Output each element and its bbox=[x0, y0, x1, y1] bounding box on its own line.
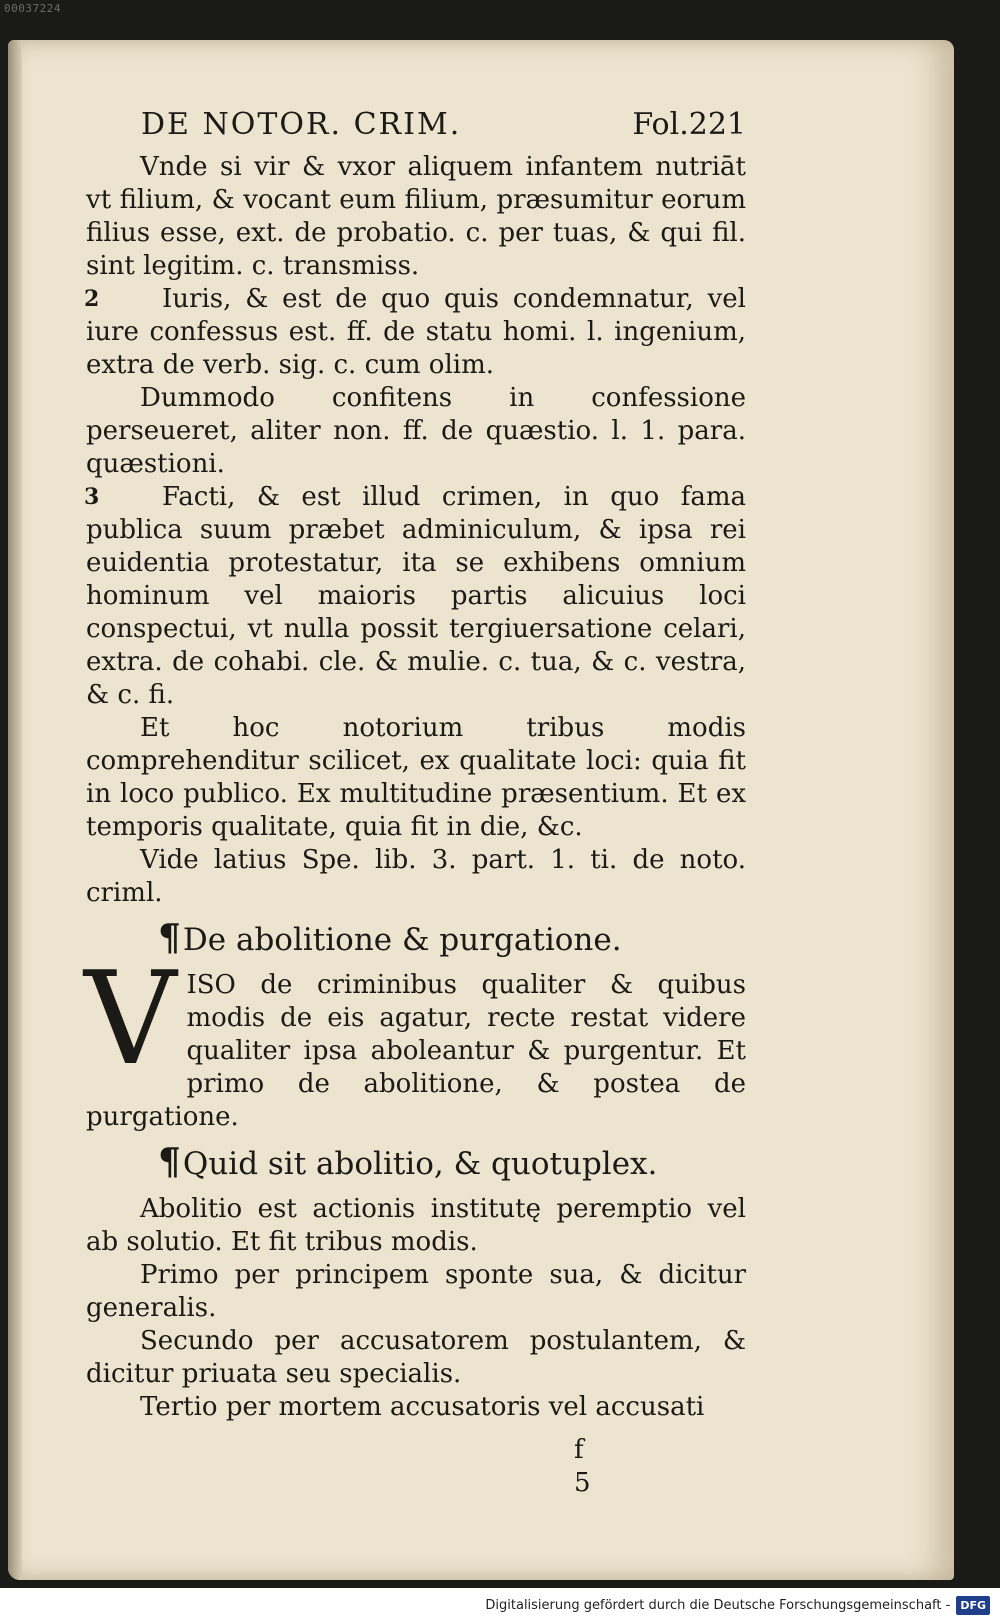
section-heading bbox=[158, 1141, 746, 1183]
section-heading bbox=[158, 917, 746, 959]
margin-number: 2 bbox=[84, 286, 100, 312]
paragraph: Et hoc notorium tribus modis comprehenditur scilicet, ex qualitate loci: quia fit in loco publico. Ex multitudine præsentium. Et ex temporis qualitate, quia fit in die, &c. bbox=[86, 713, 746, 842]
paragraph: Iuris, & est de quo quis condemnatur, vel iure confessus est. ff. de statu homi. l. ingenium, extra de verb. sig. c. cum olim. bbox=[86, 284, 746, 380]
paragraph: Primo per principem sponte sua, & dicitur generalis. bbox=[86, 1260, 746, 1323]
dfg-logo-icon: DFG bbox=[956, 1596, 990, 1615]
running-header bbox=[141, 108, 746, 141]
folio-number: Fol.221 bbox=[632, 107, 746, 142]
numbered-paragraph bbox=[86, 283, 746, 382]
pilcrow-icon: ¶ bbox=[158, 917, 181, 959]
running-title: DE NOTOR. CRIM. bbox=[141, 107, 462, 142]
signature-mark: f 5 bbox=[574, 1435, 639, 1498]
paragraph: Tertio per mortem accusatoris vel accusati bbox=[140, 1392, 705, 1422]
paragraph: Abolitio est actionis institutę peremptio vel ab solutio. Et fit tribus modis. bbox=[86, 1194, 746, 1257]
paragraph: Vide latius Spe. lib. 3. part. 1. ti. de noto. criml. bbox=[86, 845, 746, 908]
funding-credit: Digitalisierung gefördert durch die Deutsche Forschungsgemeinschaft - bbox=[485, 1597, 951, 1613]
initial-paragraph bbox=[84, 945, 746, 1134]
paragraph: Dummodo confitens in confessione perseueret, aliter non. ff. de quæstio. l. 1. para. quæstioni. bbox=[86, 383, 746, 479]
paragraph: Vnde si vir & vxor aliquem infantem nutriāt vt filium, & vocant eum filium, præsumitur eorum filius esse, ext. de probatio. c. per tuas, & qui fil. sint legitim. c. transmiss. bbox=[86, 152, 746, 281]
pilcrow-icon: ¶ bbox=[158, 1141, 181, 1183]
heading-text: De abolitione & purgatione. bbox=[182, 922, 622, 958]
paragraph: Facti, & est illud crimen, in quo fama publica suum præbet adminiculum, & ipsa rei euidentia protestatur, ita se exhibens omnium hominum vel maioris partis alicuius loci conspectui, vt nulla possit tergiuersatione celari, extra. de cohabi. cle. & mulie. c. tua, & c. vestra, & c. fi. bbox=[86, 482, 746, 710]
scan-id: 00037224 bbox=[4, 2, 61, 15]
drop-cap: V bbox=[84, 945, 177, 1094]
digitization-footer bbox=[0, 1588, 1000, 1622]
heading-text: Quid sit abolitio, & quotuplex. bbox=[182, 1146, 658, 1182]
margin-number: 3 bbox=[84, 484, 100, 510]
page-text bbox=[86, 108, 746, 1500]
page-gutter-shadow bbox=[8, 40, 22, 1580]
paragraph: ISO de criminibus qualiter & quibus modis de eis agatur, recte restat videre qualiter ipsa aboleantur & purgentur. Et primo de abolitione, & postea de purgatione. bbox=[86, 970, 746, 1132]
paragraph: Secundo per accusatorem postulantem, & dicitur priuata seu specialis. bbox=[86, 1326, 746, 1389]
numbered-paragraph bbox=[86, 481, 746, 712]
book-page bbox=[8, 40, 954, 1580]
